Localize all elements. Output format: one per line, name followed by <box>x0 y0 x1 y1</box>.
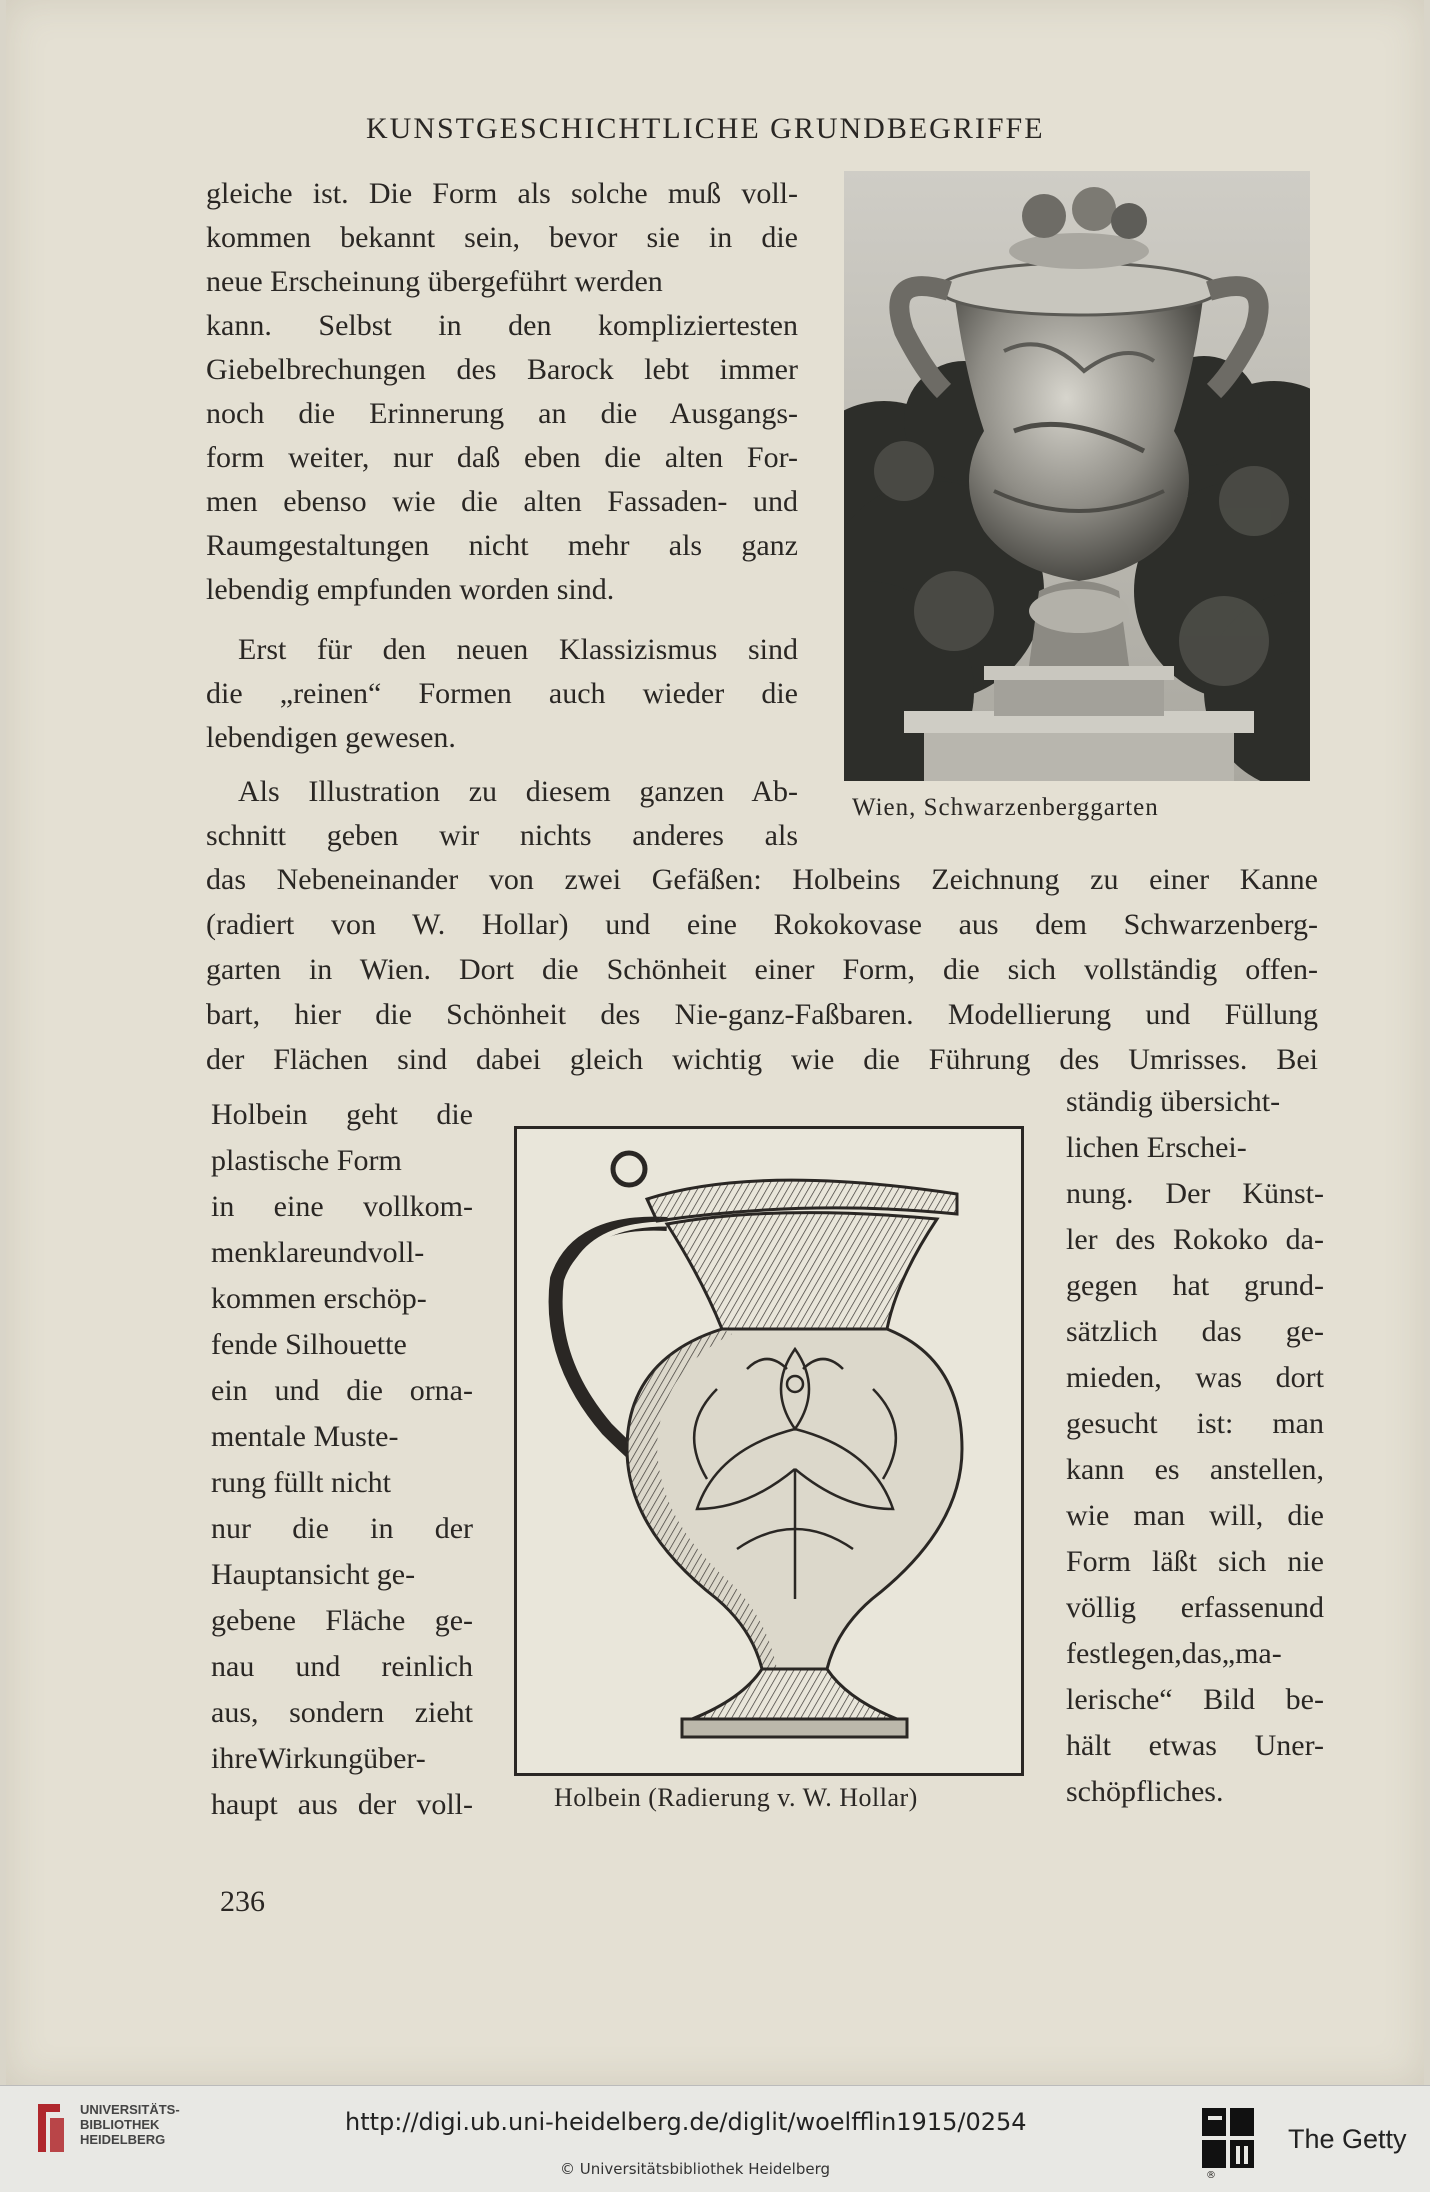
text-line: lebendigen gewesen. <box>206 721 456 754</box>
getty-logo-icon <box>1200 2106 1256 2170</box>
text-line: neue Erscheinung übergeführt werden <box>206 265 663 298</box>
text-line: plastische Form <box>211 1144 402 1177</box>
text-line: gegen hat grund- <box>1066 1269 1324 1302</box>
text-line: kann es anstellen, <box>1066 1453 1324 1486</box>
text-line: lichen Erschei- <box>1066 1131 1247 1164</box>
text-line: Holbein geht die <box>211 1098 473 1131</box>
university-library-logo-icon <box>30 2098 70 2158</box>
text-line: Hauptansicht ge- <box>211 1558 416 1591</box>
viewer-footer <box>0 2085 1430 2192</box>
text-line: schöpfliches. <box>1066 1775 1224 1808</box>
text-line: schnitt geben wir nichts anderes als <box>206 819 798 852</box>
text-line: wie man will, die <box>1066 1499 1324 1532</box>
text-line: die „reinen“ Formen auch wieder die <box>206 677 798 710</box>
text-line: form weiter, nur daß eben die alten For- <box>206 441 798 474</box>
text-line: ständig übersicht- <box>1066 1085 1281 1118</box>
text-line: bart, hier die Schönheit des Nie-ganz-Faßbaren. Modellierung und Füllung <box>206 998 1318 1031</box>
text-line: mentale Muste- <box>211 1420 399 1453</box>
text-line: nau und reinlich <box>211 1650 473 1683</box>
permalink-url[interactable]: http://digi.ub.uni-heidelberg.de/diglit/woelfflin1915/0254 <box>345 2108 1027 2136</box>
library-name-line: BIBLIOTHEK <box>80 2117 160 2132</box>
text-line: kommen bekannt sein, bevor sie in die <box>206 221 798 254</box>
text-line: völlig erfassenund <box>1066 1591 1324 1624</box>
holbein-jug-etching <box>514 1126 1024 1776</box>
page-number: 236 <box>220 1885 265 1918</box>
library-name-line: UNIVERSITÄTS- <box>80 2102 180 2117</box>
text-line: ler des Rokoko da- <box>1066 1223 1324 1256</box>
text-line: mieden, was dort <box>1066 1361 1324 1394</box>
text-line: festlegen,das„ma- <box>1066 1637 1282 1670</box>
text-line: lerische“ Bild be- <box>1066 1683 1324 1716</box>
text-line: gleiche ist. Die Form als solche muß voll- <box>206 177 798 210</box>
text-line: in eine vollkom- <box>211 1190 473 1223</box>
photo-caption: Wien, Schwarzenberggarten <box>852 794 1159 821</box>
text-line: lebendig empfunden worden sind. <box>206 573 615 606</box>
text-line: Erst für den neuen Klassizismus sind <box>238 633 798 666</box>
text-line: aus, sondern zieht <box>211 1696 473 1729</box>
text-line: Giebelbrechungen des Barock lebt immer <box>206 353 798 386</box>
text-line: gebene Fläche ge- <box>211 1604 473 1637</box>
rococo-vase-photo <box>844 171 1310 781</box>
copyright-notice: © Universitätsbibliothek Heidelberg <box>560 2160 831 2178</box>
text-line: garten in Wien. Dort die Schönheit einer Form, die sich vollständig offen- <box>206 953 1318 986</box>
text-line: menklareundvoll- <box>211 1236 425 1269</box>
text-line: kann. Selbst in den kompliziertesten <box>206 309 798 342</box>
registered-mark: ® <box>1206 2170 1216 2181</box>
text-line: hält etwas Uner- <box>1066 1729 1324 1762</box>
text-line: Form läßt sich nie <box>1066 1545 1324 1578</box>
library-name <box>80 2102 180 2147</box>
text-line: nung. Der Künst- <box>1066 1177 1324 1210</box>
text-line: kommen erschöp- <box>211 1282 427 1315</box>
text-line: Raumgestaltungen nicht mehr als ganz <box>206 529 798 562</box>
text-line: ein und die orna- <box>211 1374 473 1407</box>
text-line: gesucht ist: man <box>1066 1407 1324 1440</box>
text-line: sätzlich das ge- <box>1066 1315 1324 1348</box>
text-line: das Nebeneinander von zwei Gefäßen: Holbeins Zeichnung zu einer Kanne <box>206 863 1318 896</box>
text-line: (radiert von W. Hollar) und eine Rokokovase aus dem Schwarzenberg- <box>206 908 1318 941</box>
text-line: noch die Erinnerung an die Ausgangs- <box>206 397 798 430</box>
running-head: KUNSTGESCHICHTLICHE GRUNDBEGRIFFE <box>366 112 1045 145</box>
text-line: nur die in der <box>211 1512 473 1545</box>
library-name-line: HEIDELBERG <box>80 2132 166 2147</box>
text-line: fende Silhouette <box>211 1328 407 1361</box>
text-line: haupt aus der voll- <box>211 1788 473 1821</box>
getty-name: The Getty <box>1288 2124 1407 2154</box>
text-line: ihreWirkungüber- <box>211 1742 426 1775</box>
text-line: rung füllt nicht <box>211 1466 391 1499</box>
jug-caption: Holbein (Radierung v. W. Hollar) <box>554 1783 918 1812</box>
text-line: der Flächen sind dabei gleich wichtig wie die Führung des Umrisses. Bei <box>206 1043 1318 1076</box>
text-line: men ebenso wie die alten Fassaden- und <box>206 485 798 518</box>
text-line: Als Illustration zu diesem ganzen Ab- <box>238 775 798 808</box>
book-page <box>6 0 1424 2085</box>
